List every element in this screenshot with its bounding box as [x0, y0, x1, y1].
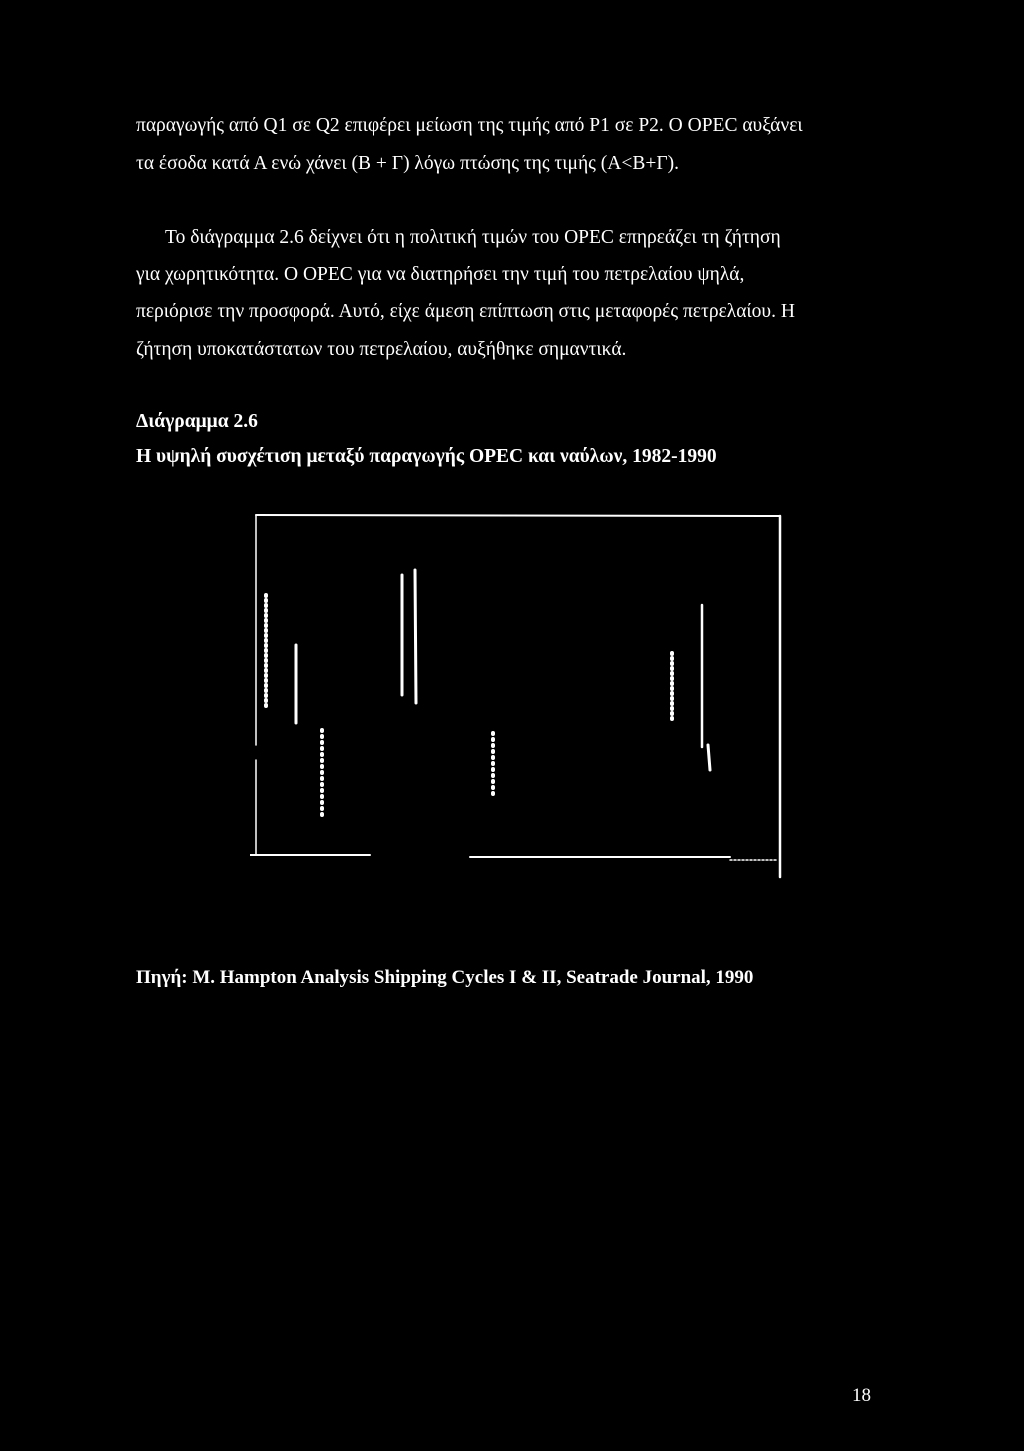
figure-title: Η υψηλή συσχέτιση μεταξύ παραγωγής OPEC και ναύλων, 1982-1990	[136, 446, 717, 467]
solid-line-5	[708, 745, 710, 770]
paragraph-1-line-1: παραγωγής από Q1 σε Q2 επιφέρει μείωση της τιμής από P1 σε P2. Ο OPEC αυξάνει	[136, 115, 803, 136]
paragraph-2-line-1: Το διάγραμμα 2.6 δείχνει ότι η πολιτική τιμών του OPEC επηρεάζει τη ζήτηση	[165, 227, 781, 248]
frame-top-line	[256, 515, 780, 516]
paragraph-2-line-4: ζήτηση υποκατάστατων του πετρελαίου, αυξήθηκε σημαντικά.	[136, 339, 627, 360]
figure-label: Διάγραμμα 2.6	[136, 411, 258, 432]
paragraph-1-line-2: τα έσοδα κατά Α ενώ χάνει (Β + Γ) λόγω πτώσης της τιμής (Α<Β+Γ).	[136, 153, 679, 174]
paragraph-2-line-2: για χωρητικότητα. Ο OPEC για να διατηρήσει την τιμή του πετρελαίου ψηλά,	[136, 264, 745, 285]
solid-line-3	[415, 570, 416, 703]
paragraph-2-line-3: περιόρισε την προσφορά. Αυτό, είχε άμεση επίπτωση στις μεταφορές πετρελαίου. Η	[136, 301, 795, 322]
page-number: 18	[852, 1385, 871, 1406]
figure-chart-image	[250, 505, 790, 885]
source-citation: Πηγή: M. Hampton Analysis Shipping Cycles I & II, Seatrade Journal, 1990	[136, 967, 754, 988]
